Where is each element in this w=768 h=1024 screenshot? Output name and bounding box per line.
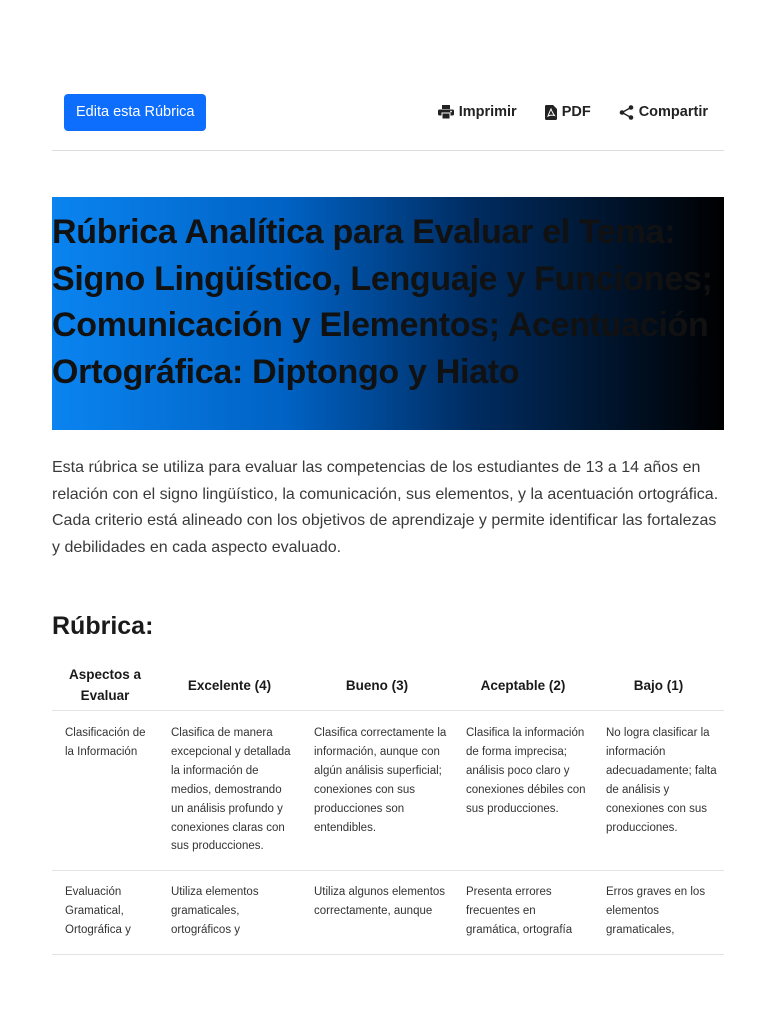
share-label: Compartir <box>638 104 708 120</box>
header-excelente: Excelente (4) <box>158 660 301 711</box>
rubric-description: Esta rúbrica se utiliza para evaluar las competencias de los estudiantes de 13 a 14 años en relación con el signo lingüístico, la comunicación, sus elementos, y la acentuación ortográfica. Cada criterio está alineado con los objetivos de aprendizaje y permite identificar las fortalezas y debilidades en cada aspecto evaluado. <box>52 459 719 556</box>
table-row <box>52 871 724 955</box>
header-bajo: Bajo (1) <box>593 660 724 711</box>
share-icon <box>619 105 634 120</box>
toolbar <box>52 93 724 131</box>
cell-excelente: Utiliza elementos gramaticales, ortográficos y <box>158 871 301 955</box>
header-bueno: Bueno (3) <box>301 660 453 711</box>
print-button[interactable] <box>438 104 517 120</box>
pdf-button[interactable] <box>545 104 591 120</box>
cell-aceptable: Presenta errores frecuentes en gramática, ortografía <box>453 871 593 955</box>
cell-aspect: Clasificación de la Información <box>52 711 158 871</box>
table-header-row <box>52 660 724 711</box>
printer-icon <box>438 105 454 119</box>
cell-bueno: Clasifica correctamente la información, aunque con algún análisis superficial; conexiones con sus producciones son entendibles. <box>301 711 453 871</box>
edit-rubric-button[interactable]: Edita esta Rúbrica <box>64 94 206 131</box>
rubric-table <box>52 660 724 955</box>
title-banner <box>52 197 724 430</box>
cell-aceptable: Clasifica la información de forma imprecisa; análisis poco claro y conexiones débiles con sus producciones. <box>453 711 593 871</box>
cell-excelente: Clasifica de manera excepcional y detallada la información de medios, demostrando un análisis profundo y conexiones claras con sus producciones. <box>158 711 301 871</box>
table-row <box>52 711 724 871</box>
page-title: Rúbrica Analítica para Evaluar el Tema: Signo Lingüístico, Lenguaje y Funciones; Comunicación y Elementos; Acentuación Ortográfica: Diptongo y Hiato <box>52 213 713 391</box>
rubric-heading: Rúbrica: <box>52 612 154 640</box>
header-aceptable: Aceptable (2) <box>453 660 593 711</box>
toolbar-actions <box>438 104 708 120</box>
toolbar-divider <box>52 150 724 151</box>
print-label: Imprimir <box>458 104 517 120</box>
cell-bueno: Utiliza algunos elementos correctamente, aunque <box>301 871 453 955</box>
cell-bajo: No logra clasificar la información adecuadamente; falta de análisis y conexiones con sus producciones. <box>593 711 724 871</box>
share-button[interactable] <box>619 104 708 120</box>
pdf-label: PDF <box>561 104 591 120</box>
cell-aspect: Evaluación Gramatical, Ortográfica y <box>52 871 158 955</box>
cell-bajo: Erros graves en los elementos gramaticales, <box>593 871 724 955</box>
pdf-file-icon <box>545 105 557 120</box>
header-aspect: Aspectos a Evaluar <box>52 660 158 711</box>
